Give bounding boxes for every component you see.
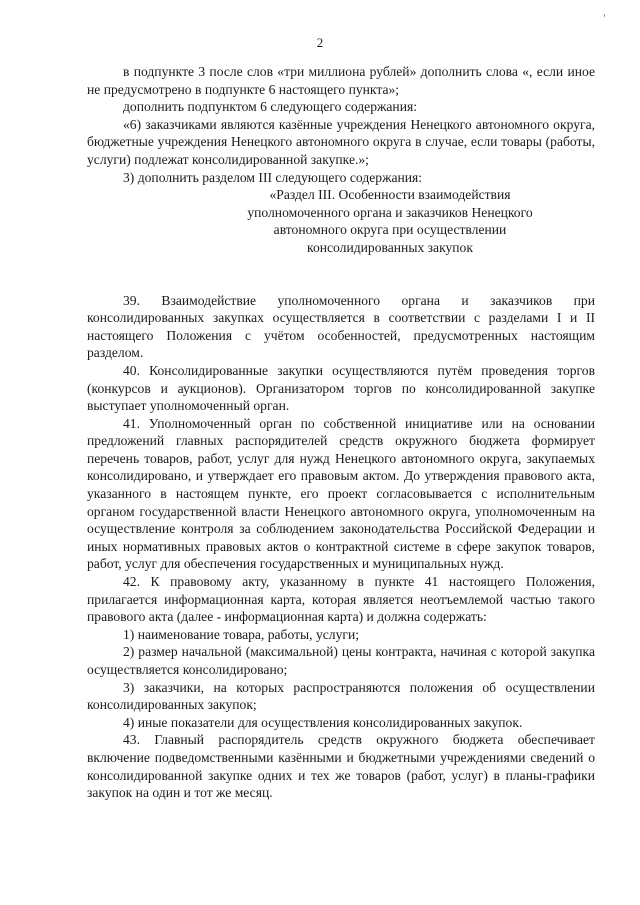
list-item: 4) иные показатели для осуществления консолидированных закупок. bbox=[123, 714, 523, 730]
paragraph: 40. Консолидированные закупки осуществляются путём проведения торгов (конкурсов и аукционов). Организатором торгов по консолидированной закупке выступает уполномоченный орган. bbox=[87, 362, 595, 414]
section-heading-line: автономного округа при осуществлении bbox=[273, 222, 507, 238]
paragraph: дополнить подпунктом 6 следующего содержания: bbox=[123, 99, 418, 115]
paragraph: в подпункте 3 после слов «три миллиона рублей» дополнить слова «, если иное не предусмотрено в подпункте 6 настоящего пункта»; bbox=[87, 64, 595, 97]
section-heading-line: «Раздел III. Особенности взаимодействия bbox=[269, 187, 511, 203]
section-heading-line: уполномоченного органа и заказчиков Ненецкого bbox=[247, 204, 533, 220]
list-item: 3) заказчики, на которых распространяются положения об осуществлении консолидированных закупок; bbox=[87, 679, 595, 713]
spacer bbox=[87, 257, 595, 292]
paragraph: 42. К правовому акту, указанному в пункте 41 настоящего Положения, прилагается информационная карта, которая является неотъемлемой частью такого правового акта (далее - информационная карта) и должна содержать: bbox=[87, 574, 595, 625]
paragraph: 43. Главный распорядитель средств окружного бюджета обеспечивает включение подведомственными казёнными и бюджетными учреждениями сведений о консолидированной закупке одних и тех же товаров (работ, услуг) в планы-графики закупок на один и тот же месяц. bbox=[87, 732, 595, 801]
paragraph: «6) заказчиками являются казённые учреждения Ненецкого автономного округа, бюджетные учреждения Ненецкого автономного округа в случае, если товары (работы, услуги) подлежат консолидированной закупке.»; bbox=[87, 116, 595, 167]
paragraph: 39. Взаимодействие уполномоченного органа и заказчиков при консолидированных закупках осуществляется в соответствии с разделами I и II настоящего Положения с учётом особенностей, предусмотренных настоящим разделом. bbox=[87, 292, 595, 361]
paragraph: 41. Уполномоченный орган по собственной инициативе или на основании предложений главных распорядителей средств окружного бюджета формирует перечень товаров, работ, услуг для нужд Ненецкого автономного округа, закупаемых консолидировано, и утверждает его правовым актом. До утверждения правового акта, указанного в настоящем пункте, его проект согласовывается с исполнительным органом государственной власти Ненецкого автономного округа, уполномоченным на осуществление контроля за соблюдением законодательства Российской Федерации и иных нормативных правовых актов о контрактной системе в сфере закупок товаров, работ, услуг для обеспечения государственных и муниципальных нужд. bbox=[87, 415, 595, 572]
section-heading-line: консолидированных закупок bbox=[307, 239, 473, 255]
page-number: 2 bbox=[316, 35, 324, 50]
document-body bbox=[87, 63, 595, 802]
list-item: 1) наименование товара, работы, услуги; bbox=[123, 626, 359, 642]
list-item: 2) размер начальной (максимальной) цены контракта, начиная с которой закупка осуществляется консолидировано; bbox=[87, 644, 595, 677]
section-heading bbox=[87, 186, 595, 256]
corner-mark bbox=[604, 14, 605, 17]
paragraph: 3) дополнить разделом III следующего содержания: bbox=[123, 169, 423, 185]
